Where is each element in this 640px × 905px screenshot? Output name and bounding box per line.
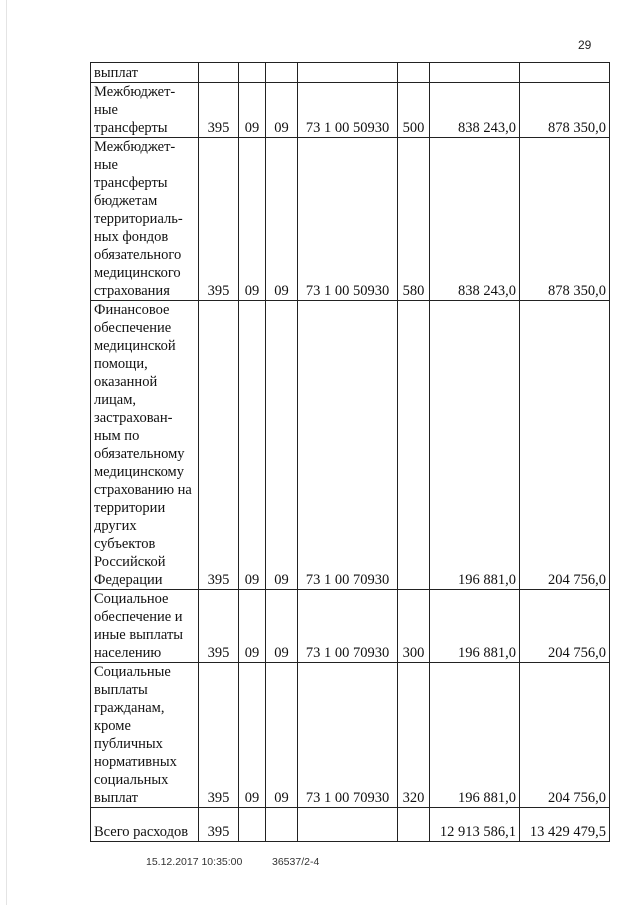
page-number: 29 bbox=[578, 38, 592, 52]
budget-table bbox=[90, 62, 610, 842]
cell-expense-type: 300 bbox=[398, 590, 430, 663]
cell-target-article bbox=[298, 808, 398, 842]
cell-section: 09 bbox=[239, 301, 266, 590]
cell-amount-year2 bbox=[520, 63, 610, 83]
cell-expense-type: 320 bbox=[398, 663, 430, 808]
cell-section: 09 bbox=[239, 663, 266, 808]
table-row bbox=[91, 663, 610, 808]
cell-amount-year1: 12 913 586,1 bbox=[430, 808, 520, 842]
table-row bbox=[91, 590, 610, 663]
cell-expense-type bbox=[398, 808, 430, 842]
cell-name: Финансовое обеспечение медицинской помощи, оказанной лицам, застрахован-ным по обязательному медицинскому страхованию на территории других субъектов Российской Федерации bbox=[91, 301, 199, 590]
cell-target-article: 73 1 00 70930 bbox=[298, 663, 398, 808]
cell-subsection bbox=[266, 63, 298, 83]
cell-ministry: 395 bbox=[199, 83, 239, 138]
cell-amount-year1: 196 881,0 bbox=[430, 663, 520, 808]
cell-subsection bbox=[266, 808, 298, 842]
cell-ministry: 395 bbox=[199, 808, 239, 842]
cell-amount-year2: 204 756,0 bbox=[520, 301, 610, 590]
cell-section bbox=[239, 63, 266, 83]
cell-amount-year1 bbox=[430, 63, 520, 83]
cell-subsection: 09 bbox=[266, 83, 298, 138]
cell-name: выплат bbox=[91, 63, 199, 83]
table-row bbox=[91, 301, 610, 590]
cell-target-article: 73 1 00 70930 bbox=[298, 590, 398, 663]
cell-section: 09 bbox=[239, 590, 266, 663]
cell-ministry: 395 bbox=[199, 138, 239, 301]
cell-target-article bbox=[298, 63, 398, 83]
cell-amount-year1: 196 881,0 bbox=[430, 590, 520, 663]
cell-name: Социальные выплаты гражданам, кроме публичных нормативных социальных выплат bbox=[91, 663, 199, 808]
cell-ministry bbox=[199, 63, 239, 83]
cell-target-article: 73 1 00 70930 bbox=[298, 301, 398, 590]
footer-doc-id: 36537/2-4 bbox=[272, 856, 320, 868]
cell-ministry: 395 bbox=[199, 663, 239, 808]
cell-subsection: 09 bbox=[266, 301, 298, 590]
cell-expense-type bbox=[398, 301, 430, 590]
stamp-mark bbox=[92, 850, 120, 886]
cell-ministry: 395 bbox=[199, 590, 239, 663]
cell-target-article: 73 1 00 50930 bbox=[298, 138, 398, 301]
cell-section: 09 bbox=[239, 83, 266, 138]
cell-section: 09 bbox=[239, 138, 266, 301]
table-row bbox=[91, 63, 610, 83]
scan-margin-line bbox=[6, 0, 7, 905]
cell-amount-year1: 838 243,0 bbox=[430, 83, 520, 138]
table-row bbox=[91, 808, 610, 842]
table-row bbox=[91, 138, 610, 301]
cell-expense-type: 500 bbox=[398, 83, 430, 138]
cell-subsection: 09 bbox=[266, 590, 298, 663]
cell-name: Социальное обеспечение и иные выплаты населению bbox=[91, 590, 199, 663]
cell-name: Всего расходов bbox=[91, 808, 199, 842]
cell-subsection: 09 bbox=[266, 138, 298, 301]
cell-amount-year1: 838 243,0 bbox=[430, 138, 520, 301]
cell-subsection: 09 bbox=[266, 663, 298, 808]
cell-section bbox=[239, 808, 266, 842]
cell-amount-year1: 196 881,0 bbox=[430, 301, 520, 590]
cell-amount-year2: 13 429 479,5 bbox=[520, 808, 610, 842]
table-row bbox=[91, 83, 610, 138]
cell-name: Межбюджет-ные трансферты bbox=[91, 83, 199, 138]
cell-name: Межбюджет-ные трансферты бюджетам территориаль-ных фондов обязательного медицинского страхования bbox=[91, 138, 199, 301]
footer-datetime: 15.12.2017 10:35:00 bbox=[146, 856, 243, 868]
cell-target-article: 73 1 00 50930 bbox=[298, 83, 398, 138]
cell-expense-type bbox=[398, 63, 430, 83]
cell-amount-year2: 878 350,0 bbox=[520, 138, 610, 301]
cell-amount-year2: 878 350,0 bbox=[520, 83, 610, 138]
cell-ministry: 395 bbox=[199, 301, 239, 590]
cell-amount-year2: 204 756,0 bbox=[520, 590, 610, 663]
cell-expense-type: 580 bbox=[398, 138, 430, 301]
cell-amount-year2: 204 756,0 bbox=[520, 663, 610, 808]
